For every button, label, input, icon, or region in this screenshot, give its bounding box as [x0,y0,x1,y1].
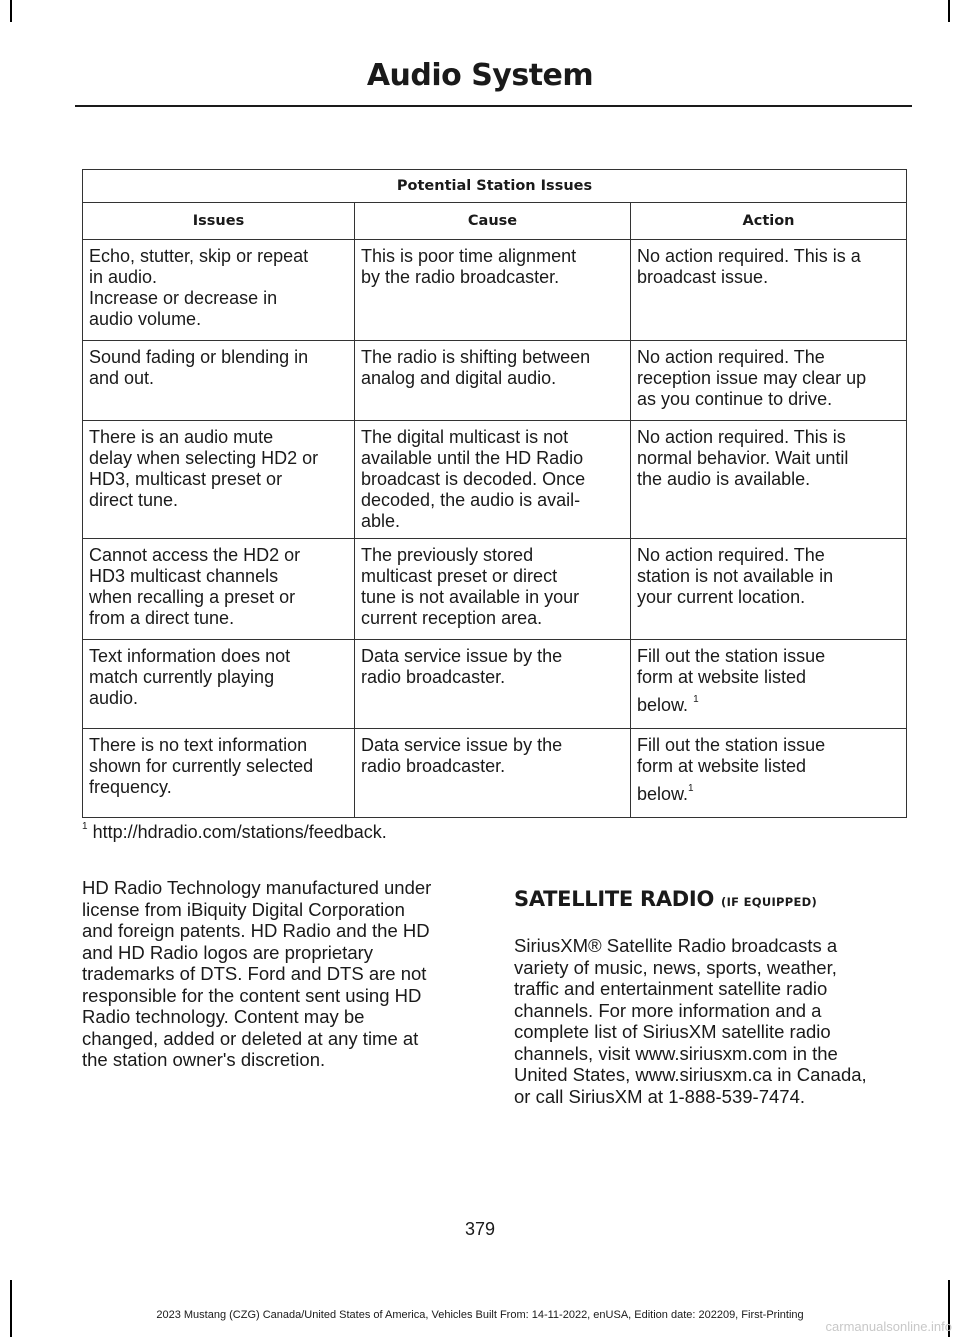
cause-text: current reception area. [361,608,543,628]
action-text-below: below. [637,784,689,804]
paragraph-line: SiriusXM® Satellite Radio broadcasts a [514,935,838,956]
column-header-cause: Cause [355,203,631,240]
paragraph-line: Radio technology. Content may be [82,1006,365,1027]
table-row [83,341,907,421]
paragraph-line: and HD Radio logos are proprietary [82,941,374,963]
paragraph-line: the station owner's discretion. [82,1049,326,1070]
edition-footer: 2023 Mustang (CZG) Canada/United States of America, Vehicles Built From: 14-11-2022, enUSA, Edition date: 202209, First-Printing [156,1309,804,1321]
issue-text: There is an audio mute [89,427,274,447]
table-row [83,539,907,640]
cause-text: The digital multicast is not [361,427,569,447]
issue-cell [83,729,355,818]
table-row [83,421,907,539]
cause-text: tune is not available in your [361,587,580,607]
action-text: form at website listed [637,756,807,776]
paragraph-line: traffic and entertainment satellite radio [514,978,828,999]
cause-text: This is poor time alignment [361,246,577,266]
issue-text: HD3, multicast preset or [89,469,283,489]
issue-text: from a direct tune. [89,608,235,628]
action-text [637,784,900,805]
issue-text: frequency. [89,777,172,797]
cause-cell [355,640,631,729]
section-qualifier: (IF EQUIPPED) [721,895,818,909]
paragraph-line: or call SiriusXM at 1-888-539-7474. [514,1085,806,1107]
action-text: No action required. This is a [637,246,861,266]
action-cell [631,539,907,640]
issue-text: match currently playing [89,667,275,687]
cause-text: broadcast is decoded. Once [361,469,586,489]
issue-text: Echo, stutter, skip or repeat [89,246,309,266]
cause-text: by the radio broadcaster. [361,267,560,287]
action-text: reception issue may clear up [637,368,867,388]
action-text [637,695,900,716]
paragraph-line: and foreign patents. HD Radio and the HD [82,920,430,941]
cause-text: radio broadcaster. [361,756,506,776]
watermark: carmanualsonline.info [825,1319,952,1334]
section-heading-text: SATELLITE RADIO [514,887,714,911]
column-header-issues: Issues [83,203,355,240]
column-header-action: Action [631,203,907,240]
action-text: Fill out the station issue [637,735,826,755]
issue-text: audio. [89,688,139,708]
action-text: No action required. The [637,545,825,565]
hd-radio-trademark-paragraph [82,877,482,1071]
page-number: 379 [464,1219,496,1239]
footnote-url: http://hdradio.com/stations/feedback. [92,822,387,842]
issue-text: delay when selecting HD2 or [89,448,319,468]
action-text: station is not available in [637,566,834,586]
paragraph-line: channels, visit www.siriusxm.com in the [514,1042,838,1064]
satellite-radio-paragraph [514,935,912,1107]
paragraph-line: responsible for the content sent using HD [82,984,422,1006]
cause-text: able. [361,511,401,531]
paragraph-line: variety of music, news, sports, weather, [514,956,837,978]
cause-cell [355,240,631,341]
issue-text: audio volume. [89,309,202,329]
cause-cell [355,341,631,421]
action-cell [631,729,907,818]
paragraph-line: changed, added or deleted at any time at [82,1027,419,1049]
table-row [83,240,907,341]
cause-text: multicast preset or direct [361,566,558,586]
footnote-reference: 1 [693,694,699,705]
paragraph-line: license from iBiquity Digital Corporation [82,898,405,920]
action-text: as you continue to drive. [637,389,833,409]
action-text: the audio is available. [637,469,811,489]
paragraph-line: United States, www.siriusxm.ca in Canada, [514,1064,867,1085]
table-caption: Potential Station Issues [83,170,907,203]
issue-cell [83,421,355,539]
cause-text: The radio is shifting between [361,347,591,367]
cause-text: The previously stored [361,545,534,565]
crop-mark-top-left [10,0,12,22]
action-text: your current location. [637,587,806,607]
cause-text: available until the HD Radio [361,448,584,468]
cause-text: Data service issue by the [361,646,563,666]
table-footnote [82,821,387,843]
cause-text: Data service issue by the [361,735,563,755]
satellite-radio-heading [514,887,817,911]
footnote-reference: 1 [688,783,694,794]
action-text: broadcast issue. [637,267,769,287]
cause-cell [355,729,631,818]
cause-cell [355,539,631,640]
paragraph-line: HD Radio Technology manufactured under [82,877,432,898]
paragraph-line: complete list of SiriusXM satellite radio [514,1021,831,1042]
table-row [83,640,907,729]
potential-station-issues-table [82,169,907,818]
issue-cell [83,640,355,729]
issue-text: HD3 multicast channels [89,566,279,586]
paragraph-line: channels. For more information and a [514,999,822,1021]
paragraph-line: trademarks of DTS. Ford and DTS are not [82,963,427,984]
cause-text: radio broadcaster. [361,667,506,687]
action-text: form at website listed [637,667,807,687]
crop-mark-top-right [948,0,950,22]
action-cell [631,640,907,729]
issue-text: when recalling a preset or [89,587,296,607]
issue-cell [83,240,355,341]
action-cell [631,341,907,421]
issue-text: There is no text information [89,735,308,755]
footnote-mark: 1 [82,821,88,832]
action-cell [631,421,907,539]
action-text: Fill out the station issue [637,646,826,666]
action-text: No action required. The [637,347,825,367]
issue-cell [83,341,355,421]
issue-text: Cannot access the HD2 or [89,545,301,565]
issue-text: in audio. [89,267,158,287]
table-row [83,729,907,818]
issue-cell [83,539,355,640]
cause-cell [355,421,631,539]
cause-text: decoded, the audio is avail- [361,490,581,510]
issue-text: and out. [89,368,155,388]
issue-text: Increase or decrease in [89,288,278,308]
action-cell [631,240,907,341]
header-rule [75,105,912,107]
issue-text: shown for currently selected [89,756,314,776]
cause-text: analog and digital audio. [361,368,557,388]
issue-text: Sound fading or blending in [89,347,309,367]
issue-text: Text information does not [89,646,291,666]
page-title: Audio System [366,58,594,93]
action-text-below: below. [637,695,689,715]
issue-text: direct tune. [89,490,179,510]
action-text: No action required. This is [637,427,846,447]
action-text: normal behavior. Wait until [637,448,849,468]
